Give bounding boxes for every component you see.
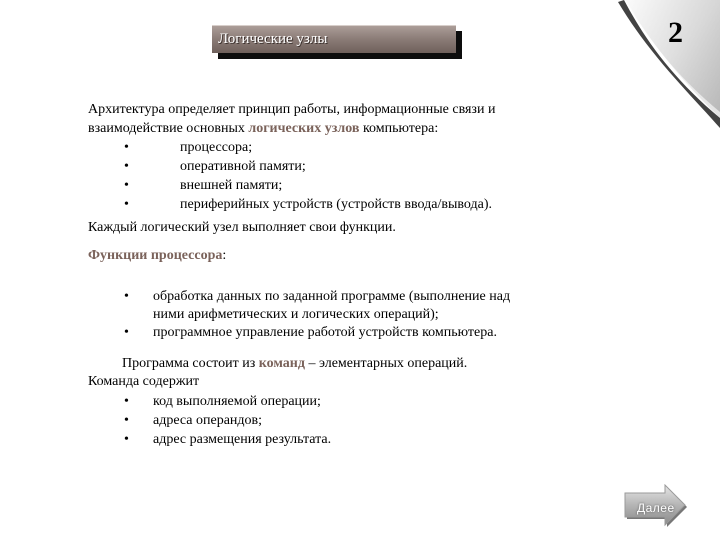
list-item: обработка данных по заданной программе (выполнение над — [153, 289, 511, 304]
list-item: адрес размещения результата. — [153, 432, 332, 447]
title-bar-box — [212, 25, 456, 53]
program-line-1-end: – элементарных операций. — [304, 356, 468, 371]
bullet-symbol: • — [124, 394, 129, 409]
bullet-symbol: • — [124, 432, 129, 447]
program-line-2: Команда содержит — [88, 374, 200, 389]
list-item-continuation: ними арифметических и логических операций); — [153, 307, 439, 322]
list-item: оперативной памяти; — [180, 159, 306, 174]
intro-closing: Каждый логический узел выполняет свои функции. — [88, 220, 396, 235]
processor-heading-text: Функции процессора — [88, 248, 223, 263]
title-bar — [212, 25, 464, 61]
list-item: адреса операндов; — [153, 413, 263, 428]
bullet-symbol: • — [124, 140, 129, 155]
bullet-symbol: • — [124, 178, 129, 193]
highlight-logical-nodes: логических узлов — [248, 121, 360, 136]
intro-line-2-end: компьютера: — [359, 121, 439, 136]
slide-title: Логические узлы — [218, 31, 328, 47]
highlight-commands: команд — [258, 356, 305, 371]
intro-line-2 — [88, 121, 438, 137]
bullet-symbol: • — [124, 413, 129, 428]
bullet-symbol: • — [124, 159, 129, 174]
processor-heading — [88, 248, 226, 264]
list-item: внешней памяти; — [180, 178, 283, 193]
list-item: код выполняемой операции; — [153, 394, 321, 409]
bullet-symbol: • — [124, 289, 129, 304]
slide-number: 2 — [668, 16, 683, 49]
list-item: периферийных устройств (устройств ввода/вывода). — [180, 197, 492, 212]
bullet-symbol: • — [124, 197, 129, 212]
program-line-1-start: Программа состоит из — [122, 356, 259, 371]
next-button-label[interactable]: Далее — [637, 501, 675, 515]
list-item: программное управление работой устройств компьютера. — [153, 325, 497, 340]
program-line-1 — [122, 356, 467, 372]
intro-line-1: Архитектура определяет принцип работы, информационные связи и — [88, 102, 496, 117]
page-curl-icon — [610, 0, 720, 130]
list-item: процессора; — [180, 140, 253, 155]
intro-line-2-start: взаимодействие основных — [88, 121, 249, 136]
bullet-symbol: • — [124, 325, 129, 340]
processor-heading-colon: : — [222, 248, 227, 263]
